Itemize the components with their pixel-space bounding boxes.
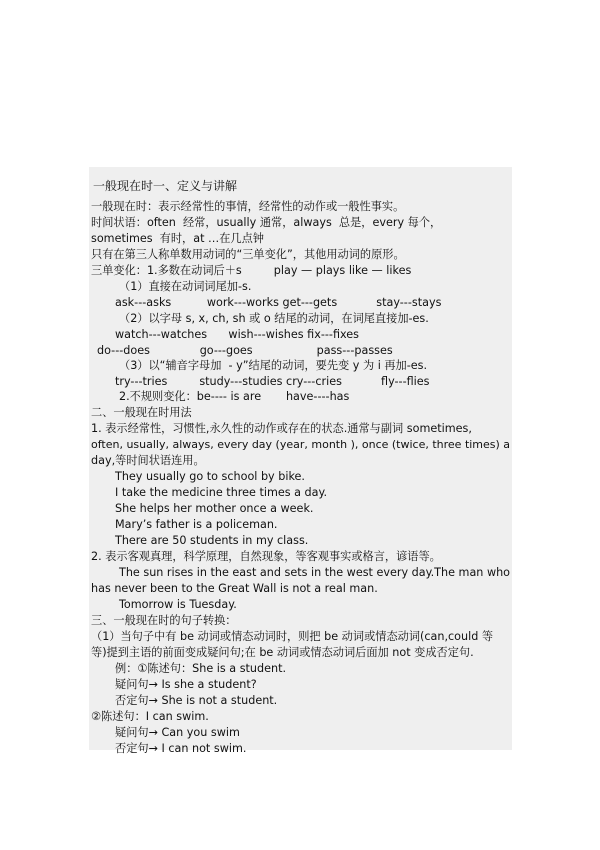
- example1-negative: 否定句→ She is not a student.: [115, 694, 278, 707]
- change-intro: 三单变化：1.多数在动词后＋s play — plays like — likes: [91, 264, 412, 277]
- rule1-text: （1）直接在动词词尾加-s.: [119, 280, 252, 293]
- irregular-change: 2.不规则变化：be---- is are have----has: [119, 390, 350, 403]
- rule3-examples: try---tries study---studies cry---cries fly---flies: [115, 375, 430, 388]
- section2-heading: 二、一般现在时用法: [91, 406, 192, 419]
- rule2-text: （2）以字母 s, x, ch, sh 或 o 结尾的动词，在词尾直接加-es.: [119, 312, 429, 325]
- example1-question: 疑问句→ Is she a student?: [115, 678, 257, 691]
- example2-negative: 否定句→ I can not swim.: [115, 742, 247, 755]
- rule1-examples: ask---asks work---works get---gets stay---stays: [115, 296, 442, 309]
- usage1-line3: day,等时间状语连用。: [91, 454, 205, 467]
- example-sentence: They usually go to school by bike.: [115, 470, 305, 483]
- document-panel: [89, 167, 512, 755]
- rule2-examples-line2: do---does go---goes pass---passes: [97, 344, 393, 357]
- definition-text: 一般现在时：表示经常性的事情，经常性的动作或一般性事实。: [91, 200, 405, 213]
- example-sentence: She helps her mother once a week.: [115, 502, 314, 515]
- document-title: 一般现在时一、定义与讲解: [93, 179, 238, 193]
- example1-statement: 例：①陈述句：She is a student.: [115, 662, 287, 675]
- example2-question: 疑问句→ Can you swim: [115, 726, 240, 739]
- example-sentence: There are 50 students in my class.: [115, 534, 309, 547]
- conversion-rule-line1: （1）当句子中有 be 动词或情态动词时，则把 be 动词或情态动词(can,could 等: [91, 630, 494, 643]
- third-person-rule: 只有在第三人称单数用动词的“三单变化”，其他用动词的原形。: [91, 248, 405, 261]
- conversion-rule-line2: 等)提到主语的前面变成疑问句;在 be 动词或情态动词后面加 not 变成否定句.: [91, 646, 474, 659]
- usage2-example-line3: Tomorrow is Tuesday.: [119, 598, 237, 611]
- example-sentence: I take the medicine three times a day.: [115, 486, 328, 499]
- rule2-examples-line1: watch---watches wish---wishes fix---fixes: [115, 328, 359, 341]
- example2-statement: ②陈述句：I can swim.: [91, 710, 209, 723]
- usage2-example-line1: The sun rises in the east and sets in the west every day.The man who: [119, 566, 511, 579]
- usage2-text: 2. 表示客观真理，科学原理，自然现象，等客观事实或格言，谚语等。: [91, 550, 441, 563]
- time-adverbials-line2: sometimes 有时，at …在几点钟: [91, 232, 264, 245]
- section3-heading: 三、一般现在时的句子转换：: [91, 614, 237, 627]
- rule3-text: （3）以“辅音字母加 - y”结尾的动词，要先变 y 为 i 再加-es.: [119, 359, 428, 372]
- usage1-line2: often, usually, always, every day (year, month ), once (twice, three times) a: [91, 438, 511, 451]
- usage2-example-line2: has never been to the Great Wall is not a real man.: [91, 582, 378, 595]
- usage1-line1: 1. 表示经常性，习惯性,永久性的动作或存在的状态.通常与副词 sometimes,: [91, 422, 472, 435]
- example-sentence: Mary’s father is a policeman.: [115, 518, 278, 531]
- time-adverbials-line1: 时间状语：often 经常，usually 通常，always 总是，every 每个，: [91, 216, 442, 229]
